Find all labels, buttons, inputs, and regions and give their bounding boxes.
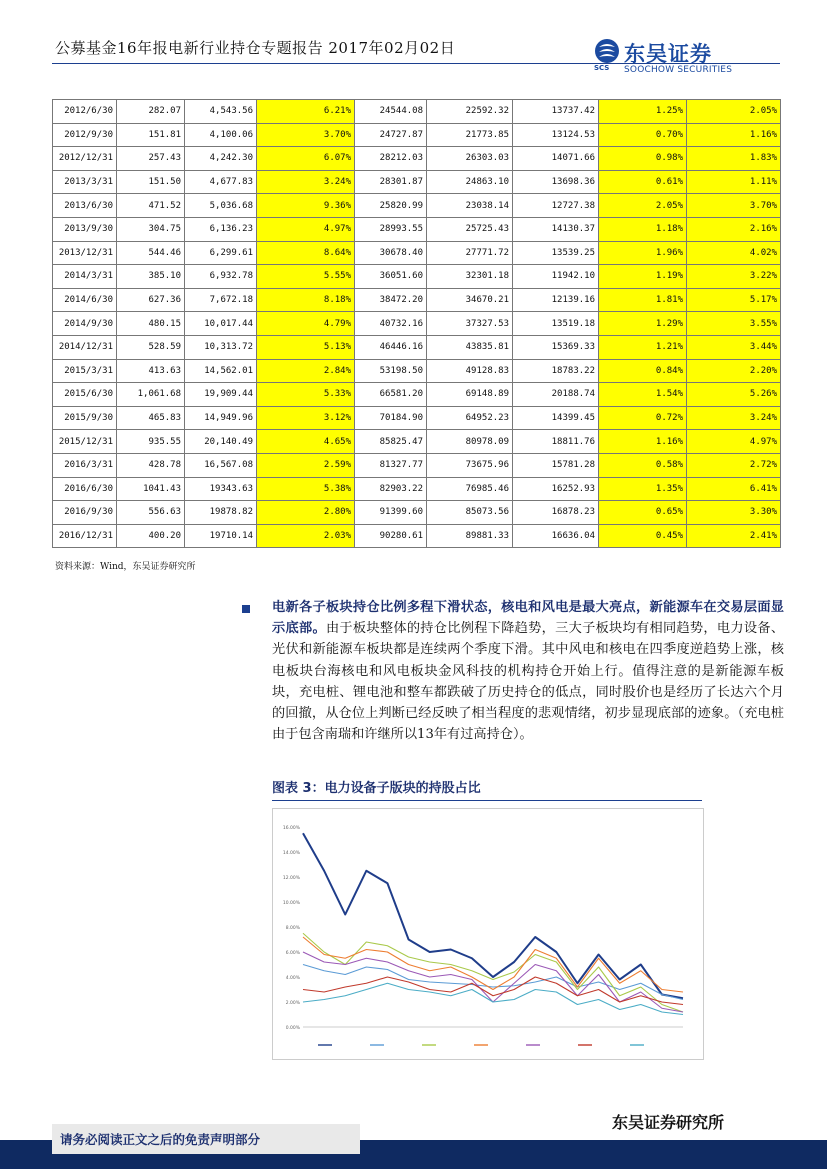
value-cell: 19710.14 [185, 524, 257, 548]
value-cell: 2.59% [257, 453, 355, 477]
value-cell: 627.36 [117, 288, 185, 312]
value-cell: 15781.28 [513, 453, 599, 477]
series-line-5 [303, 977, 683, 1005]
value-cell: 0.70% [599, 123, 687, 147]
value-cell: 6.41% [687, 477, 781, 501]
value-cell: 151.81 [117, 123, 185, 147]
table-row [53, 265, 781, 289]
value-cell: 0.45% [599, 524, 687, 548]
value-cell: 3.44% [687, 335, 781, 359]
value-cell: 5.55% [257, 265, 355, 289]
series-line-4 [303, 952, 683, 1012]
value-cell: 4,543.56 [185, 100, 257, 124]
value-cell: 4,677.83 [185, 170, 257, 194]
value-cell: 14399.45 [513, 406, 599, 430]
figure-rule [272, 800, 702, 801]
value-cell: 19878.82 [185, 501, 257, 525]
value-cell: 6.21% [257, 100, 355, 124]
bullet-square [242, 605, 250, 613]
table-row [53, 312, 781, 336]
value-cell: 16,567.08 [185, 453, 257, 477]
date-cell: 2012/12/31 [53, 147, 117, 171]
value-cell: 85825.47 [355, 430, 427, 454]
value-cell: 5.13% [257, 335, 355, 359]
date-cell: 2014/12/31 [53, 335, 117, 359]
date-cell: 2015/12/31 [53, 430, 117, 454]
value-cell: 1.83% [687, 147, 781, 171]
value-cell: 27771.72 [427, 241, 513, 265]
value-cell: 26303.03 [427, 147, 513, 171]
value-cell: 11942.10 [513, 265, 599, 289]
value-cell: 0.65% [599, 501, 687, 525]
table-row [53, 123, 781, 147]
value-cell: 3.24% [257, 170, 355, 194]
value-cell: 16636.04 [513, 524, 599, 548]
value-cell: 53198.50 [355, 359, 427, 383]
logo-abbr: SCS [594, 64, 610, 72]
value-cell: 5.26% [687, 383, 781, 407]
value-cell: 34670.21 [427, 288, 513, 312]
value-cell: 4.97% [687, 430, 781, 454]
value-cell: 14,949.96 [185, 406, 257, 430]
value-cell: 6.07% [257, 147, 355, 171]
date-cell: 2016/6/30 [53, 477, 117, 501]
table-row [53, 477, 781, 501]
value-cell: 151.50 [117, 170, 185, 194]
value-cell: 2.84% [257, 359, 355, 383]
date-cell: 2014/3/31 [53, 265, 117, 289]
value-cell: 3.24% [687, 406, 781, 430]
value-cell: 10,313.72 [185, 335, 257, 359]
paragraph-body: 由于板块整体的持仓比例程下降趋势，三大子板块均有相同趋势，电力设备、光伏和新能源车板块都是连续两个季度下滑。其中风电和核电在四季度逆趋势上涨，核电板块台海核电和风电板块金风科技的机构持仓开始上行。值得注意的是新能源车板块，充电桩、锂电池和整车都跌破了历史持仓的低点，同时股价也是经历了长达六个月的回撤，从仓位上判断已经反映了相当程度的悲观情绪，初步显现底部的迹象。（充电桩由于包含南瑞和许继所以13年有过高持仓）。 [272, 621, 785, 743]
date-cell: 2016/3/31 [53, 453, 117, 477]
date-cell: 2016/12/31 [53, 524, 117, 548]
value-cell: 69148.89 [427, 383, 513, 407]
value-cell: 0.98% [599, 147, 687, 171]
value-cell: 70184.90 [355, 406, 427, 430]
value-cell: 13698.36 [513, 170, 599, 194]
value-cell: 528.59 [117, 335, 185, 359]
y-tick-label: 8.00% [285, 926, 300, 931]
value-cell: 0.61% [599, 170, 687, 194]
value-cell: 73675.96 [427, 453, 513, 477]
series-line-0 [303, 833, 683, 998]
value-cell: 1.16% [599, 430, 687, 454]
value-cell: 4.79% [257, 312, 355, 336]
y-tick-label: 4.00% [285, 976, 300, 981]
value-cell: 1.19% [599, 265, 687, 289]
table-row [53, 359, 781, 383]
value-cell: 14130.37 [513, 217, 599, 241]
value-cell: 19343.63 [185, 477, 257, 501]
value-cell: 6,299.61 [185, 241, 257, 265]
value-cell: 413.63 [117, 359, 185, 383]
value-cell: 13737.42 [513, 100, 599, 124]
value-cell: 20,140.49 [185, 430, 257, 454]
value-cell: 89881.33 [427, 524, 513, 548]
value-cell: 471.52 [117, 194, 185, 218]
table-row [53, 430, 781, 454]
y-tick-label: 10.00% [282, 901, 300, 906]
value-cell: 32301.18 [427, 265, 513, 289]
company-logo [594, 36, 764, 78]
date-cell: 2013/3/31 [53, 170, 117, 194]
value-cell: 10,017.44 [185, 312, 257, 336]
value-cell: 1,061.68 [117, 383, 185, 407]
value-cell: 7,672.18 [185, 288, 257, 312]
value-cell: 3.55% [687, 312, 781, 336]
value-cell: 80978.09 [427, 430, 513, 454]
value-cell: 2.72% [687, 453, 781, 477]
series-line-1 [303, 965, 683, 1000]
table-row [53, 100, 781, 124]
value-cell: 282.07 [117, 100, 185, 124]
analysis-paragraph [272, 597, 784, 745]
value-cell: 40732.16 [355, 312, 427, 336]
value-cell: 24727.87 [355, 123, 427, 147]
value-cell: 82903.22 [355, 477, 427, 501]
value-cell: 4.02% [687, 241, 781, 265]
figure-chart [272, 808, 704, 1060]
value-cell: 1.18% [599, 217, 687, 241]
value-cell: 16878.23 [513, 501, 599, 525]
value-cell: 5.17% [687, 288, 781, 312]
value-cell: 3.30% [687, 501, 781, 525]
value-cell: 385.10 [117, 265, 185, 289]
value-cell: 13539.25 [513, 241, 599, 265]
value-cell: 18783.22 [513, 359, 599, 383]
value-cell: 6,932.78 [185, 265, 257, 289]
value-cell: 9.36% [257, 194, 355, 218]
y-tick-label: 2.00% [285, 1001, 300, 1006]
value-cell: 2.05% [687, 100, 781, 124]
value-cell: 28301.87 [355, 170, 427, 194]
value-cell: 38472.20 [355, 288, 427, 312]
disclaimer-text: 请务必阅读正文之后的免责声明部分 [60, 1132, 261, 1147]
value-cell: 6,136.23 [185, 217, 257, 241]
date-cell: 2013/6/30 [53, 194, 117, 218]
value-cell: 480.15 [117, 312, 185, 336]
value-cell: 25820.99 [355, 194, 427, 218]
value-cell: 36051.60 [355, 265, 427, 289]
logo-chinese-name: 东吴证券 [624, 42, 712, 66]
value-cell: 4,100.06 [185, 123, 257, 147]
value-cell: 19,909.44 [185, 383, 257, 407]
holdings-data-table [52, 99, 781, 548]
figure-title: 图表 3：电力设备子版块的持股占比 [272, 781, 481, 796]
value-cell: 4,242.30 [185, 147, 257, 171]
date-cell: 2013/12/31 [53, 241, 117, 265]
value-cell: 0.58% [599, 453, 687, 477]
value-cell: 257.43 [117, 147, 185, 171]
value-cell: 24863.10 [427, 170, 513, 194]
value-cell: 2.80% [257, 501, 355, 525]
value-cell: 12139.16 [513, 288, 599, 312]
table-row [53, 194, 781, 218]
paragraph-bold-lead: 电新各子板块持仓比例多程下滑状态，核电和风电是最大亮点，新能源车在交易层面显示底部。 [272, 600, 784, 637]
table-row [53, 288, 781, 312]
research-institute: 东吴证券研究所 [612, 1113, 725, 1132]
value-cell: 2.20% [687, 359, 781, 383]
value-cell: 8.18% [257, 288, 355, 312]
value-cell: 400.20 [117, 524, 185, 548]
value-cell: 91399.60 [355, 501, 427, 525]
value-cell: 12727.38 [513, 194, 599, 218]
value-cell: 13519.18 [513, 312, 599, 336]
value-cell: 49128.83 [427, 359, 513, 383]
y-tick-label: 14.00% [282, 851, 300, 856]
value-cell: 544.46 [117, 241, 185, 265]
value-cell: 90280.61 [355, 524, 427, 548]
value-cell: 15369.33 [513, 335, 599, 359]
y-tick-label: 6.00% [285, 951, 300, 956]
value-cell: 85073.56 [427, 501, 513, 525]
value-cell: 2.16% [687, 217, 781, 241]
table-row [53, 501, 781, 525]
value-cell: 30678.40 [355, 241, 427, 265]
value-cell: 935.55 [117, 430, 185, 454]
date-cell: 2015/6/30 [53, 383, 117, 407]
value-cell: 1.81% [599, 288, 687, 312]
table-row [53, 406, 781, 430]
value-cell: 43835.81 [427, 335, 513, 359]
value-cell: 5,036.68 [185, 194, 257, 218]
scs-logo-icon [594, 38, 620, 64]
date-cell: 2015/9/30 [53, 406, 117, 430]
value-cell: 3.70% [687, 194, 781, 218]
value-cell: 2.41% [687, 524, 781, 548]
value-cell: 16252.93 [513, 477, 599, 501]
date-cell: 2014/6/30 [53, 288, 117, 312]
series-line-3 [303, 937, 683, 992]
value-cell: 1.54% [599, 383, 687, 407]
value-cell: 18811.76 [513, 430, 599, 454]
value-cell: 5.38% [257, 477, 355, 501]
value-cell: 1.16% [687, 123, 781, 147]
report-header-title: 公募基金16年报电新行业持仓专题报告 2017年02月02日 [55, 39, 456, 57]
table-row [53, 217, 781, 241]
value-cell: 3.12% [257, 406, 355, 430]
value-cell: 0.72% [599, 406, 687, 430]
logo-english-name: SOOCHOW SECURITIES [624, 65, 733, 75]
date-cell: 2014/9/30 [53, 312, 117, 336]
value-cell: 28212.03 [355, 147, 427, 171]
value-cell: 37327.53 [427, 312, 513, 336]
value-cell: 66581.20 [355, 383, 427, 407]
date-cell: 2016/9/30 [53, 501, 117, 525]
date-cell: 2015/3/31 [53, 359, 117, 383]
line-chart [273, 809, 703, 1059]
value-cell: 46446.16 [355, 335, 427, 359]
y-tick-label: 0.00% [285, 1026, 300, 1031]
table-row [53, 147, 781, 171]
table-row [53, 170, 781, 194]
value-cell: 8.64% [257, 241, 355, 265]
value-cell: 556.63 [117, 501, 185, 525]
date-cell: 2013/9/30 [53, 217, 117, 241]
source-note: 资料来源：Wind，东吴证券研究所 [55, 562, 196, 572]
value-cell: 3.22% [687, 265, 781, 289]
y-tick-label: 12.00% [282, 876, 300, 881]
value-cell: 14,562.01 [185, 359, 257, 383]
value-cell: 1.35% [599, 477, 687, 501]
value-cell: 14071.66 [513, 147, 599, 171]
value-cell: 4.97% [257, 217, 355, 241]
value-cell: 2.03% [257, 524, 355, 548]
value-cell: 22592.32 [427, 100, 513, 124]
table-row [53, 524, 781, 548]
value-cell: 23038.14 [427, 194, 513, 218]
value-cell: 13124.53 [513, 123, 599, 147]
value-cell: 1.21% [599, 335, 687, 359]
value-cell: 465.83 [117, 406, 185, 430]
value-cell: 1041.43 [117, 477, 185, 501]
value-cell: 428.78 [117, 453, 185, 477]
table-row [53, 453, 781, 477]
value-cell: 1.11% [687, 170, 781, 194]
table-row [53, 335, 781, 359]
value-cell: 25725.43 [427, 217, 513, 241]
value-cell: 81327.77 [355, 453, 427, 477]
date-cell: 2012/6/30 [53, 100, 117, 124]
value-cell: 1.96% [599, 241, 687, 265]
value-cell: 76985.46 [427, 477, 513, 501]
value-cell: 28993.55 [355, 217, 427, 241]
value-cell: 64952.23 [427, 406, 513, 430]
value-cell: 304.75 [117, 217, 185, 241]
table-row [53, 383, 781, 407]
value-cell: 2.05% [599, 194, 687, 218]
value-cell: 1.25% [599, 100, 687, 124]
date-cell: 2012/9/30 [53, 123, 117, 147]
y-tick-label: 16.00% [282, 826, 300, 831]
value-cell: 0.84% [599, 359, 687, 383]
value-cell: 3.70% [257, 123, 355, 147]
value-cell: 24544.08 [355, 100, 427, 124]
value-cell: 4.65% [257, 430, 355, 454]
value-cell: 1.29% [599, 312, 687, 336]
value-cell: 21773.85 [427, 123, 513, 147]
value-cell: 20188.74 [513, 383, 599, 407]
value-cell: 5.33% [257, 383, 355, 407]
table-row [53, 241, 781, 265]
